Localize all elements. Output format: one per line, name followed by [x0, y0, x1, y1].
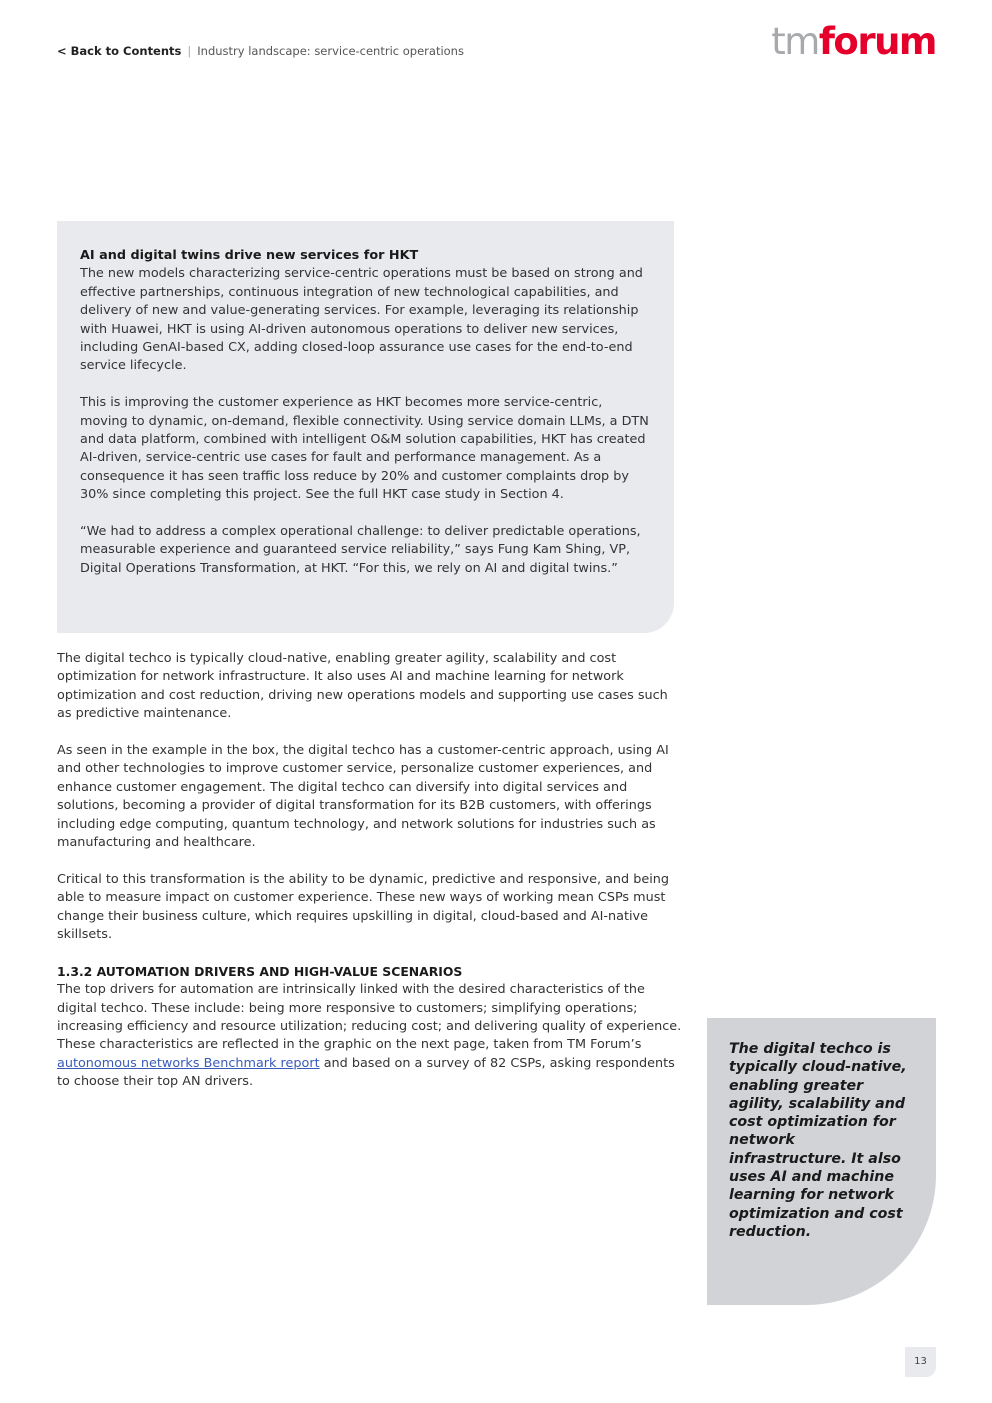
section-paragraph	[57, 981, 682, 1091]
body-paragraph: Critical to this transformation is the ability to be dynamic, predictive and responsive, and being able to measure impact on customer experience. These new ways of working mean CSPs must change their business culture, which requires upskilling in digital, cloud-based and AI-native skillsets.	[57, 871, 670, 943]
section-heading: 1.3.2 AUTOMATION DRIVERS AND HIGH-VALUE SCENARIOS	[57, 963, 463, 979]
back-to-contents-link[interactable]: < Back to Contents	[57, 44, 182, 58]
case-study-box	[57, 221, 674, 633]
box-title: AI and digital twins drive new services for HKT	[80, 248, 419, 263]
page-header	[57, 44, 464, 58]
logo-forum: forum	[818, 20, 936, 63]
box-paragraph: “We had to address a complex operational challenge: to deliver predictable operations, measurable experience and guaranteed service reliability,” says Fung Kam Shing, VP, Digital Operations Transformation, at HKT. “For this, we rely on AI and digital twins.”	[80, 524, 641, 576]
section-text-before: The top drivers for automation are intrinsically linked with the desired characteristics of the digital techco. These include: being more responsive to customers; simplifying operations; increasing efficiency and resource utilization; reducing cost; and delivering quality of experience. These characteristics are reflected in the graphic on the next page, taken from TM Forum’s	[57, 982, 682, 1053]
pull-quote: The digital techco is typically cloud-native, enabling greater agility, scalability and cost optimization for network infrastructure. It also uses AI and machine learning for network optimization and cost reduction.	[707, 1018, 936, 1305]
body-paragraph: As seen in the example in the box, the digital techco has a customer-centric approach, using AI and other technologies to improve customer service, personalize customer experiences, and enhance customer engagement. The digital techco can diversify into digital services and solutions, becoming a provider of digital transformation for its B2B customers, with offerings including edge computing, quantum technology, and network solutions for industries such as manufacturing and healthcare.	[57, 743, 669, 851]
main-body	[57, 650, 682, 1110]
box-paragraph: This is improving the customer experience as HKT becomes more service-centric, moving to dynamic, on-demand, flexible connectivity. Using service domain LLMs, a DTN and data platform, combined with intelligent O&M solution capabilities, HKT has created AI-driven, service-centric use cases for fault and performance management. As a consequence it has seen traffic loss reduce by 20% and customer complaints drop by 30% since completing this project. See the full HKT case study in Section 4.	[80, 395, 649, 503]
tmforum-logo	[771, 18, 936, 66]
section-breadcrumb: Industry landscape: service-centric operations	[197, 44, 464, 58]
box-paragraph: The new models characterizing service-centric operations must be based on strong and effective partnerships, continuous integration of new technological capabilities, and delivery of new and value-generating services. For example, leveraging its relationship with Huawei, HKT is using AI-driven autonomous operations to deliver new services, including GenAI-based CX, adding closed-loop assurance use cases for the end-to-end service lifecycle.	[80, 266, 643, 374]
benchmark-report-link[interactable]: autonomous networks Benchmark report	[57, 1055, 320, 1071]
body-paragraph: The digital techco is typically cloud-native, enabling greater agility, scalability and cost optimization for network infrastructure. It also uses AI and machine learning for network optimization and cost reduction, driving new operations models and supporting use cases such as predictive maintenance.	[57, 651, 668, 722]
page-number: 13	[905, 1347, 936, 1377]
section-text-after: and based on a survey of 82 CSPs, asking respondents to choose their top AN drivers.	[57, 1055, 675, 1090]
header-separator: |	[187, 44, 192, 58]
logo-tm: tm	[771, 20, 819, 63]
